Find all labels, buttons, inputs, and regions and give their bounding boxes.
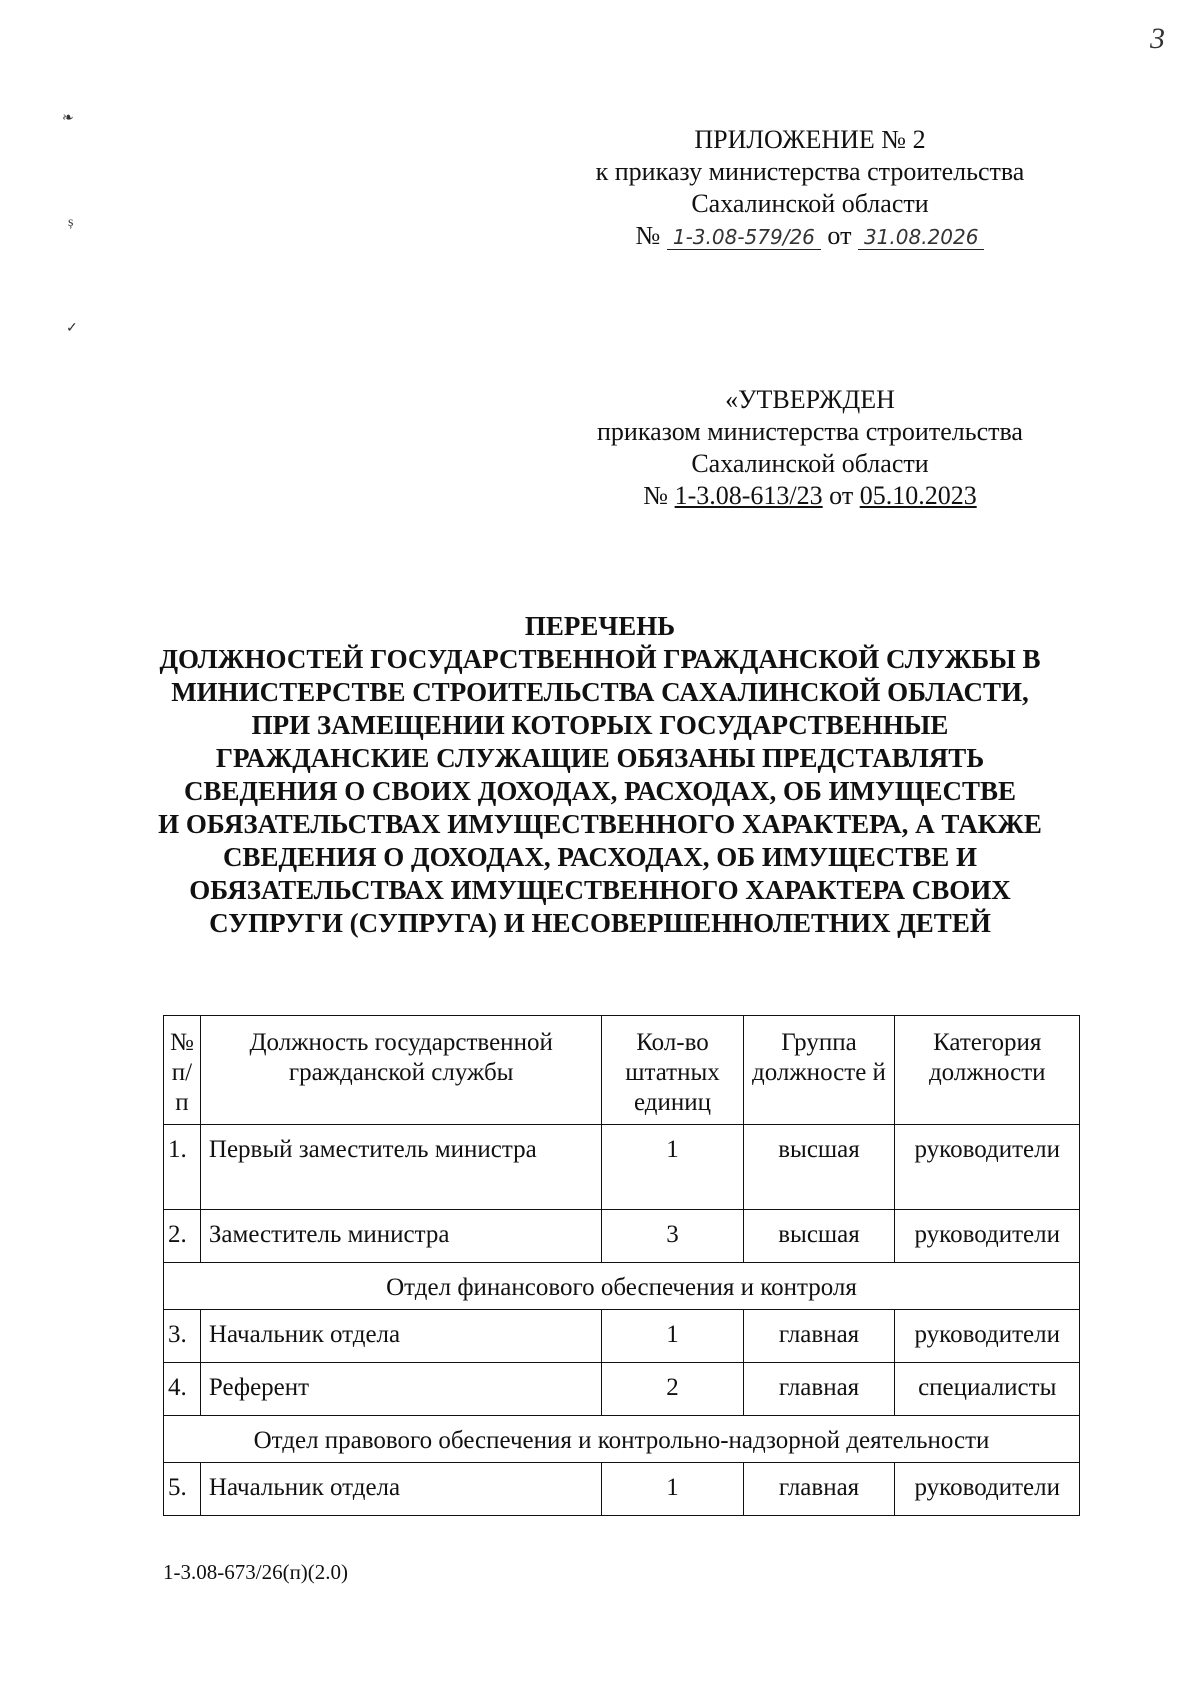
cell-position: Заместитель министра (200, 1210, 602, 1263)
header-position: Должность государственной гражданской службы (200, 1016, 602, 1125)
cell-category: руководители (895, 1463, 1080, 1516)
appendix-order-ref (560, 220, 1060, 252)
cell-position: Первый заместитель министра (200, 1125, 602, 1210)
cell-group: главная (743, 1463, 895, 1516)
cell-number: 2. (164, 1210, 201, 1263)
from-word: от (827, 221, 852, 250)
handwritten-order-number: 1-3.08-579/26 (667, 225, 821, 250)
handwritten-page-number: 3 (1150, 22, 1165, 55)
cell-number: 5. (164, 1463, 201, 1516)
header-number: № п/ п (164, 1016, 201, 1125)
title-line: ПЕРЕЧЕНЬ (524, 611, 676, 641)
document-title (140, 610, 1060, 940)
title-line: СВЕДЕНИЯ О СВОИХ ДОХОДАХ, РАСХОДАХ, ОБ ИМУЩЕСТВЕ (183, 776, 1017, 806)
section-heading: Отдел правового обеспечения и контрольно-надзорной деятельности (164, 1416, 1080, 1463)
header-group: Группа должносте й (743, 1016, 895, 1125)
table-row (164, 1463, 1080, 1516)
approved-order-number: 1-3.08-613/23 (674, 481, 823, 510)
cell-number: 3. (164, 1310, 201, 1363)
cell-position: Начальник отдела (200, 1463, 602, 1516)
appendix-title: ПРИЛОЖЕНИЕ № 2 (694, 125, 926, 154)
appendix-line: к приказу министерства строительства (595, 157, 1025, 186)
table-header-row (164, 1016, 1080, 1125)
cell-position: Начальник отдела (200, 1310, 602, 1363)
title-line: ГРАЖДАНСКИЕ СЛУЖАЩИЕ ОБЯЗАНЫ ПРЕДСТАВЛЯТЬ (215, 743, 985, 773)
approved-line: Сахалинской области (691, 449, 929, 478)
table-row (164, 1363, 1080, 1416)
cell-quantity: 3 (602, 1210, 743, 1263)
cell-number: 1. (164, 1125, 201, 1210)
cell-position: Референт (200, 1363, 602, 1416)
header-quantity: Кол-во штатных единиц (602, 1016, 743, 1125)
cell-group: высшая (743, 1125, 895, 1210)
cell-quantity: 2 (602, 1363, 743, 1416)
title-line: ПРИ ЗАМЕЩЕНИИ КОТОРЫХ ГОСУДАРСТВЕННЫЕ (251, 710, 949, 740)
cell-quantity: 1 (602, 1463, 743, 1516)
approved-order-date: 05.10.2023 (859, 481, 977, 510)
cell-category: специалисты (895, 1363, 1080, 1416)
number-sign: № (643, 481, 669, 510)
approved-title: «УТВЕРЖДЕН (725, 385, 895, 414)
cell-category: руководители (895, 1310, 1080, 1363)
appendix-line: Сахалинской области (691, 189, 929, 218)
cell-group: главная (743, 1363, 895, 1416)
scan-mark: ✓ (66, 321, 78, 336)
title-line: И ОБЯЗАТЕЛЬСТВАХ ИМУЩЕСТВЕННОГО ХАРАКТЕРА, А ТАКЖЕ (158, 809, 1042, 839)
appendix-block (560, 124, 1060, 252)
table-row (164, 1125, 1080, 1210)
positions-table (163, 1015, 1080, 1516)
title-line: МИНИСТЕРСТВЕ СТРОИТЕЛЬСТВА САХАЛИНСКОЙ ОБЛАСТИ, (171, 677, 1029, 707)
table-row (164, 1310, 1080, 1363)
title-line: СВЕДЕНИЯ О ДОХОДАХ, РАСХОДАХ, ОБ ИМУЩЕСТВЕ И (222, 842, 978, 872)
handwritten-order-date: 31.08.2026 (858, 225, 985, 250)
from-word: от (829, 481, 854, 510)
cell-number: 4. (164, 1363, 201, 1416)
section-row (164, 1263, 1080, 1310)
scan-mark: ❧ (62, 111, 74, 126)
title-line: СУПРУГИ (СУПРУГА) И НЕСОВЕРШЕННОЛЕТНИХ ДЕТЕЙ (209, 908, 991, 938)
header-category: Категория должности (895, 1016, 1080, 1125)
approved-line: приказом министерства строительства (597, 417, 1023, 446)
cell-category: руководители (895, 1125, 1080, 1210)
cell-quantity: 1 (602, 1125, 743, 1210)
scan-mark: ș (68, 215, 74, 230)
approved-block (560, 384, 1060, 512)
number-sign: № (635, 221, 661, 250)
cell-group: высшая (743, 1210, 895, 1263)
cell-category: руководители (895, 1210, 1080, 1263)
section-heading: Отдел финансового обеспечения и контроля (164, 1263, 1080, 1310)
cell-group: главная (743, 1310, 895, 1363)
section-row (164, 1416, 1080, 1463)
approved-order-ref (560, 480, 1060, 512)
title-line: ДОЛЖНОСТЕЙ ГОСУДАРСТВЕННОЙ ГРАЖДАНСКОЙ СЛУЖБЫ В (159, 644, 1041, 674)
title-line: ОБЯЗАТЕЛЬСТВАХ ИМУЩЕСТВЕННОГО ХАРАКТЕРА СВОИХ (189, 875, 1011, 905)
cell-quantity: 1 (602, 1310, 743, 1363)
footer-document-code: 1-3.08-673/26(п)(2.0) (163, 1560, 349, 1584)
table-row (164, 1210, 1080, 1263)
